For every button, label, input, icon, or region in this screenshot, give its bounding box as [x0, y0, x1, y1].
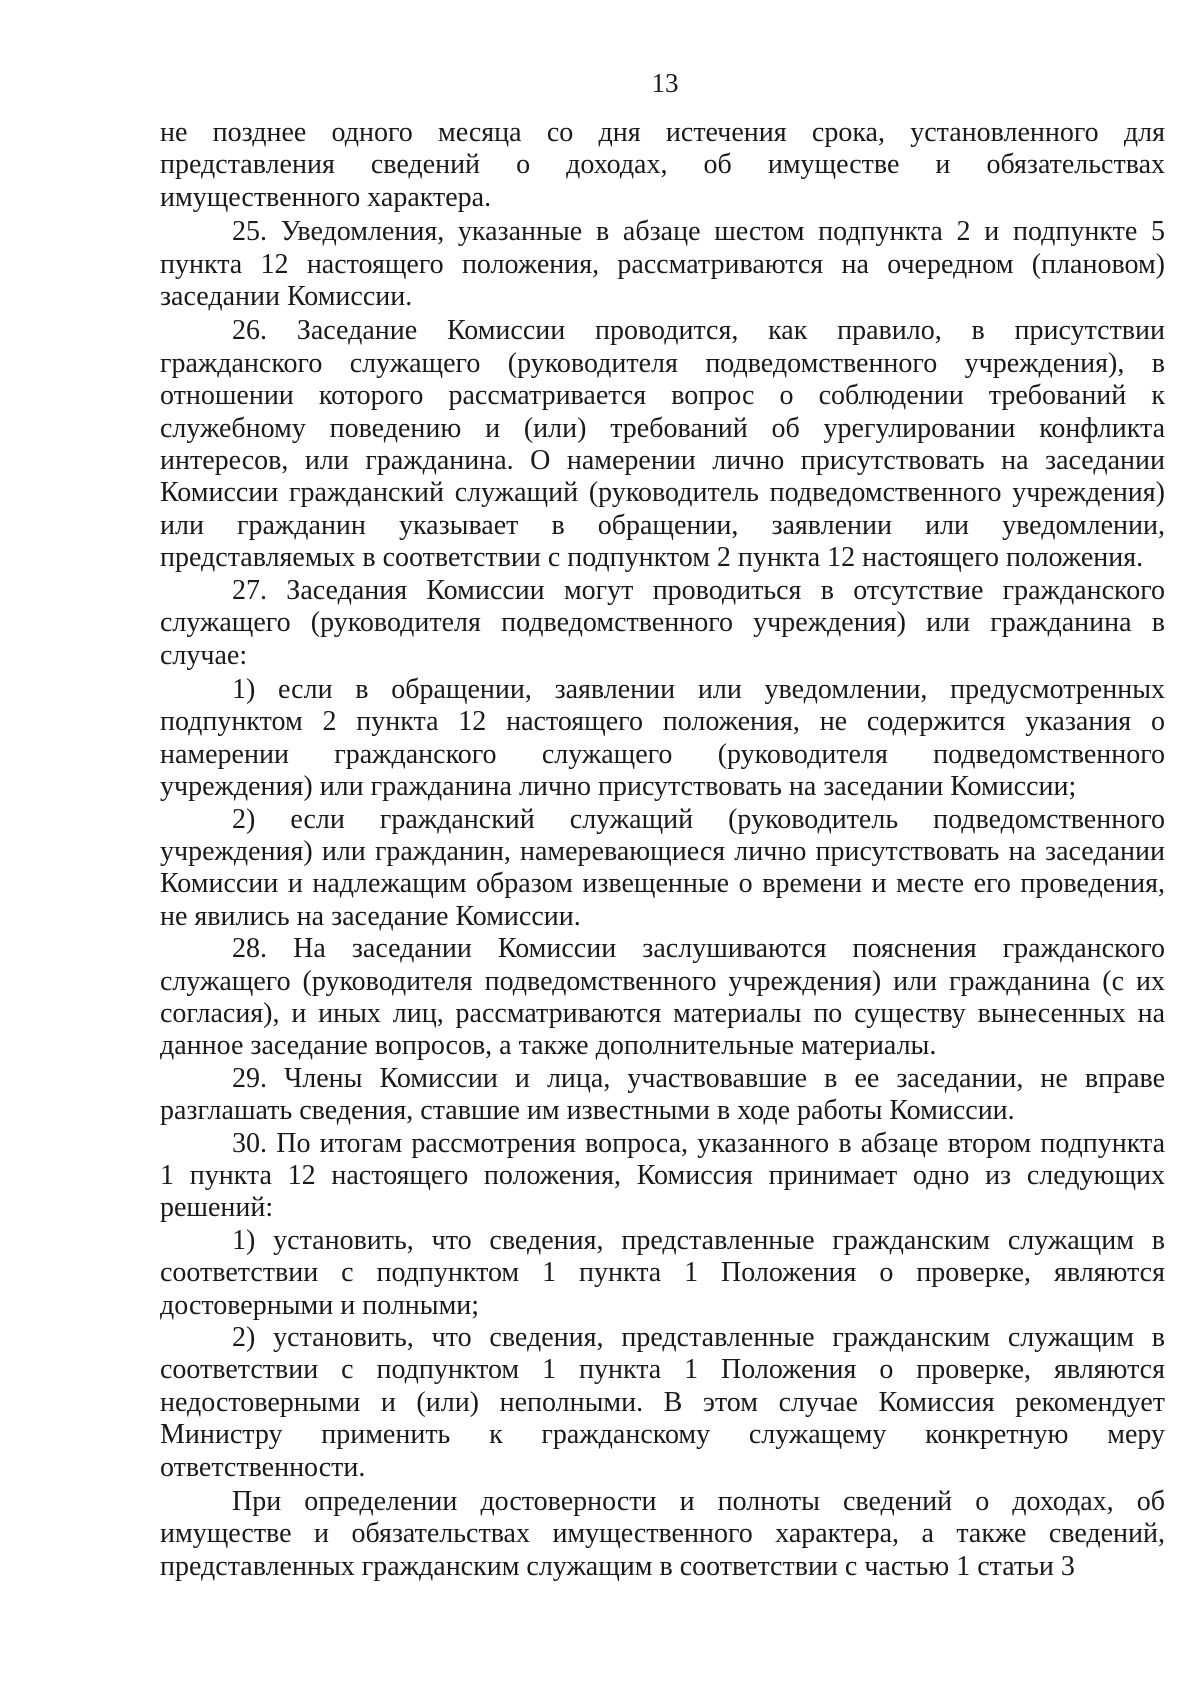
document-body — [160, 117, 1165, 1583]
paragraph-30-item-2: 2) установить, что сведения, представленные гражданским служащим в соответствии с подпунктом 1 пункта 1 Положения о проверке, являются недостоверными и (или) неполными. В этом случае Комиссия рекомендует Министру применить к гражданскому служащему конкретную меру ответственности. — [160, 1322, 1165, 1483]
paragraph-29: 29. Члены Комиссии и лица, участвовавшие в ее заседании, не вправе разглашать сведения, ставшие им известными в ходе работы Комиссии. — [160, 1062, 1165, 1127]
paragraph-27-item-1: 1) если в обращении, заявлении или уведомлении, предусмотренных подпунктом 2 пункта 12 настоящего положения, не содержится указания о намерении гражданского служащего (руководителя подведомственного учреждения) или гражданина лично присутствовать на заседании Комиссии; — [160, 673, 1165, 803]
paragraph-28: 28. На заседании Комиссии заслушиваются пояснения гражданского служащего (руководителя подведомственного учреждения) или гражданина (с их согласия), и иных лиц, рассматриваются материалы по существу вынесенных на данное заседание вопросов, а также дополнительные материалы. — [160, 933, 1165, 1062]
paragraph-30-item-1: 1) установить, что сведения, представленные гражданским служащим в соответствии с подпунктом 1 пункта 1 Положения о проверке, являются достоверными и полными; — [160, 1224, 1165, 1321]
page-number: 13 — [651, 68, 679, 98]
paragraph-30: 30. По итогам рассмотрения вопроса, указанного в абзаце втором подпункта 1 пункта 12 настоящего положения, Комиссия принимает одно из следующих решений: — [160, 1127, 1165, 1224]
paragraph-determination: При определении достоверности и полноты сведений о доходах, об имуществе и обязательствах имущественного характера, а также сведений, представленных гражданским служащим в соответствии с частью 1 статьи 3 — [160, 1486, 1165, 1582]
paragraph-27-item-2: 2) если гражданский служащий (руководитель подведомственного учреждения) или гражданин, намеревающиеся лично присутствовать на заседании Комиссии и надлежащим образом извещенные о времени и месте его проведения, не явились на заседание Комиссии. — [160, 803, 1165, 932]
paragraph-25: 25. Уведомления, указанные в абзаце шестом подпункта 2 и подпункте 5 пункта 12 настоящего положения, рассматриваются на очередном (плановом) заседании Комиссии. — [160, 216, 1165, 313]
paragraph-27: 27. Заседания Комиссии могут проводиться в отсутствие гражданского служащего (руководителя подведомственного учреждения) или гражданина в случае: — [160, 574, 1165, 671]
paragraph-26: 26. Заседание Комиссии проводится, как правило, в присутствии гражданского служащего (руководителя подведомственного учреждения), в отношении которого рассматривается вопрос о соблюдении требований к служебному поведению и (или) требований об урегулировании конфликта интересов, или гражданина. О намерении лично присутствовать на заседании Комиссии гражданский служащий (руководитель подведомственного учреждения) или гражданин указывает в обращении, заявлении или уведомлении, представляемых в соответствии с подпунктом 2 пункта 12 настоящего положения. — [160, 315, 1165, 574]
paragraph-continuation: не позднее одного месяца со дня истечения срока, установленного для представления сведений о доходах, об имуществе и обязательствах имущественного характера. — [160, 117, 1165, 213]
